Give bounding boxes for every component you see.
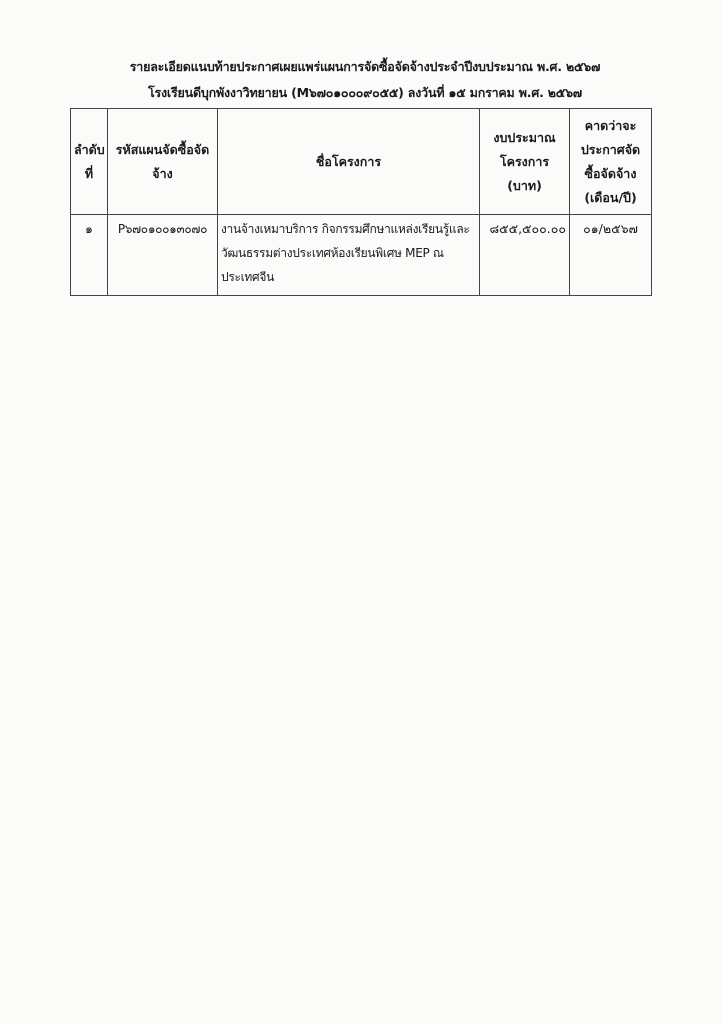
header-plan-code: รหัสแผนจัดซื้อจัดจ้าง: [108, 109, 218, 215]
cell-budget: ๘๕๕,๕๐๐.๐๐: [480, 215, 570, 296]
cell-seq: ๑: [71, 215, 108, 296]
header-seq: ลำดับที่: [71, 109, 108, 215]
cell-plan-code: P๖๗๐๑๐๐๑๓๐๗๐: [108, 215, 218, 296]
cell-project-name: งานจ้างเหมาบริการ กิจกรรมศึกษาแหล่งเรียนรู้และวัฒนธรรมต่างประเทศห้องเรียนพิเศษ MEP ณ ประเทศจีน: [218, 215, 480, 296]
header-announce-date: คาดว่าจะประกาศจัดซื้อจัดจ้าง (เดือน/ปี): [570, 109, 652, 215]
cell-announce-date: ๐๑/๒๕๖๗: [570, 215, 652, 296]
table-header-row: [71, 109, 652, 215]
procurement-plan-table: [70, 108, 652, 296]
header-project-name: ชื่อโครงการ: [218, 109, 480, 215]
table-row: [71, 215, 652, 296]
document-title: รายละเอียดแนบท้ายประกาศเผยแพร่แผนการจัดซื้อจัดจ้างประจำปีงบประมาณ พ.ศ. ๒๕๖๗: [129, 59, 601, 74]
document-subtitle: โรงเรียนดีบุกพังงาวิทยายน (M๖๗๐๑๐๐๐๙๐๕๕) ลงวันที่ ๑๕ มกราคม พ.ศ. ๒๕๖๗: [147, 85, 583, 100]
header-budget: งบประมาณโครงการ (บาท): [480, 109, 570, 215]
